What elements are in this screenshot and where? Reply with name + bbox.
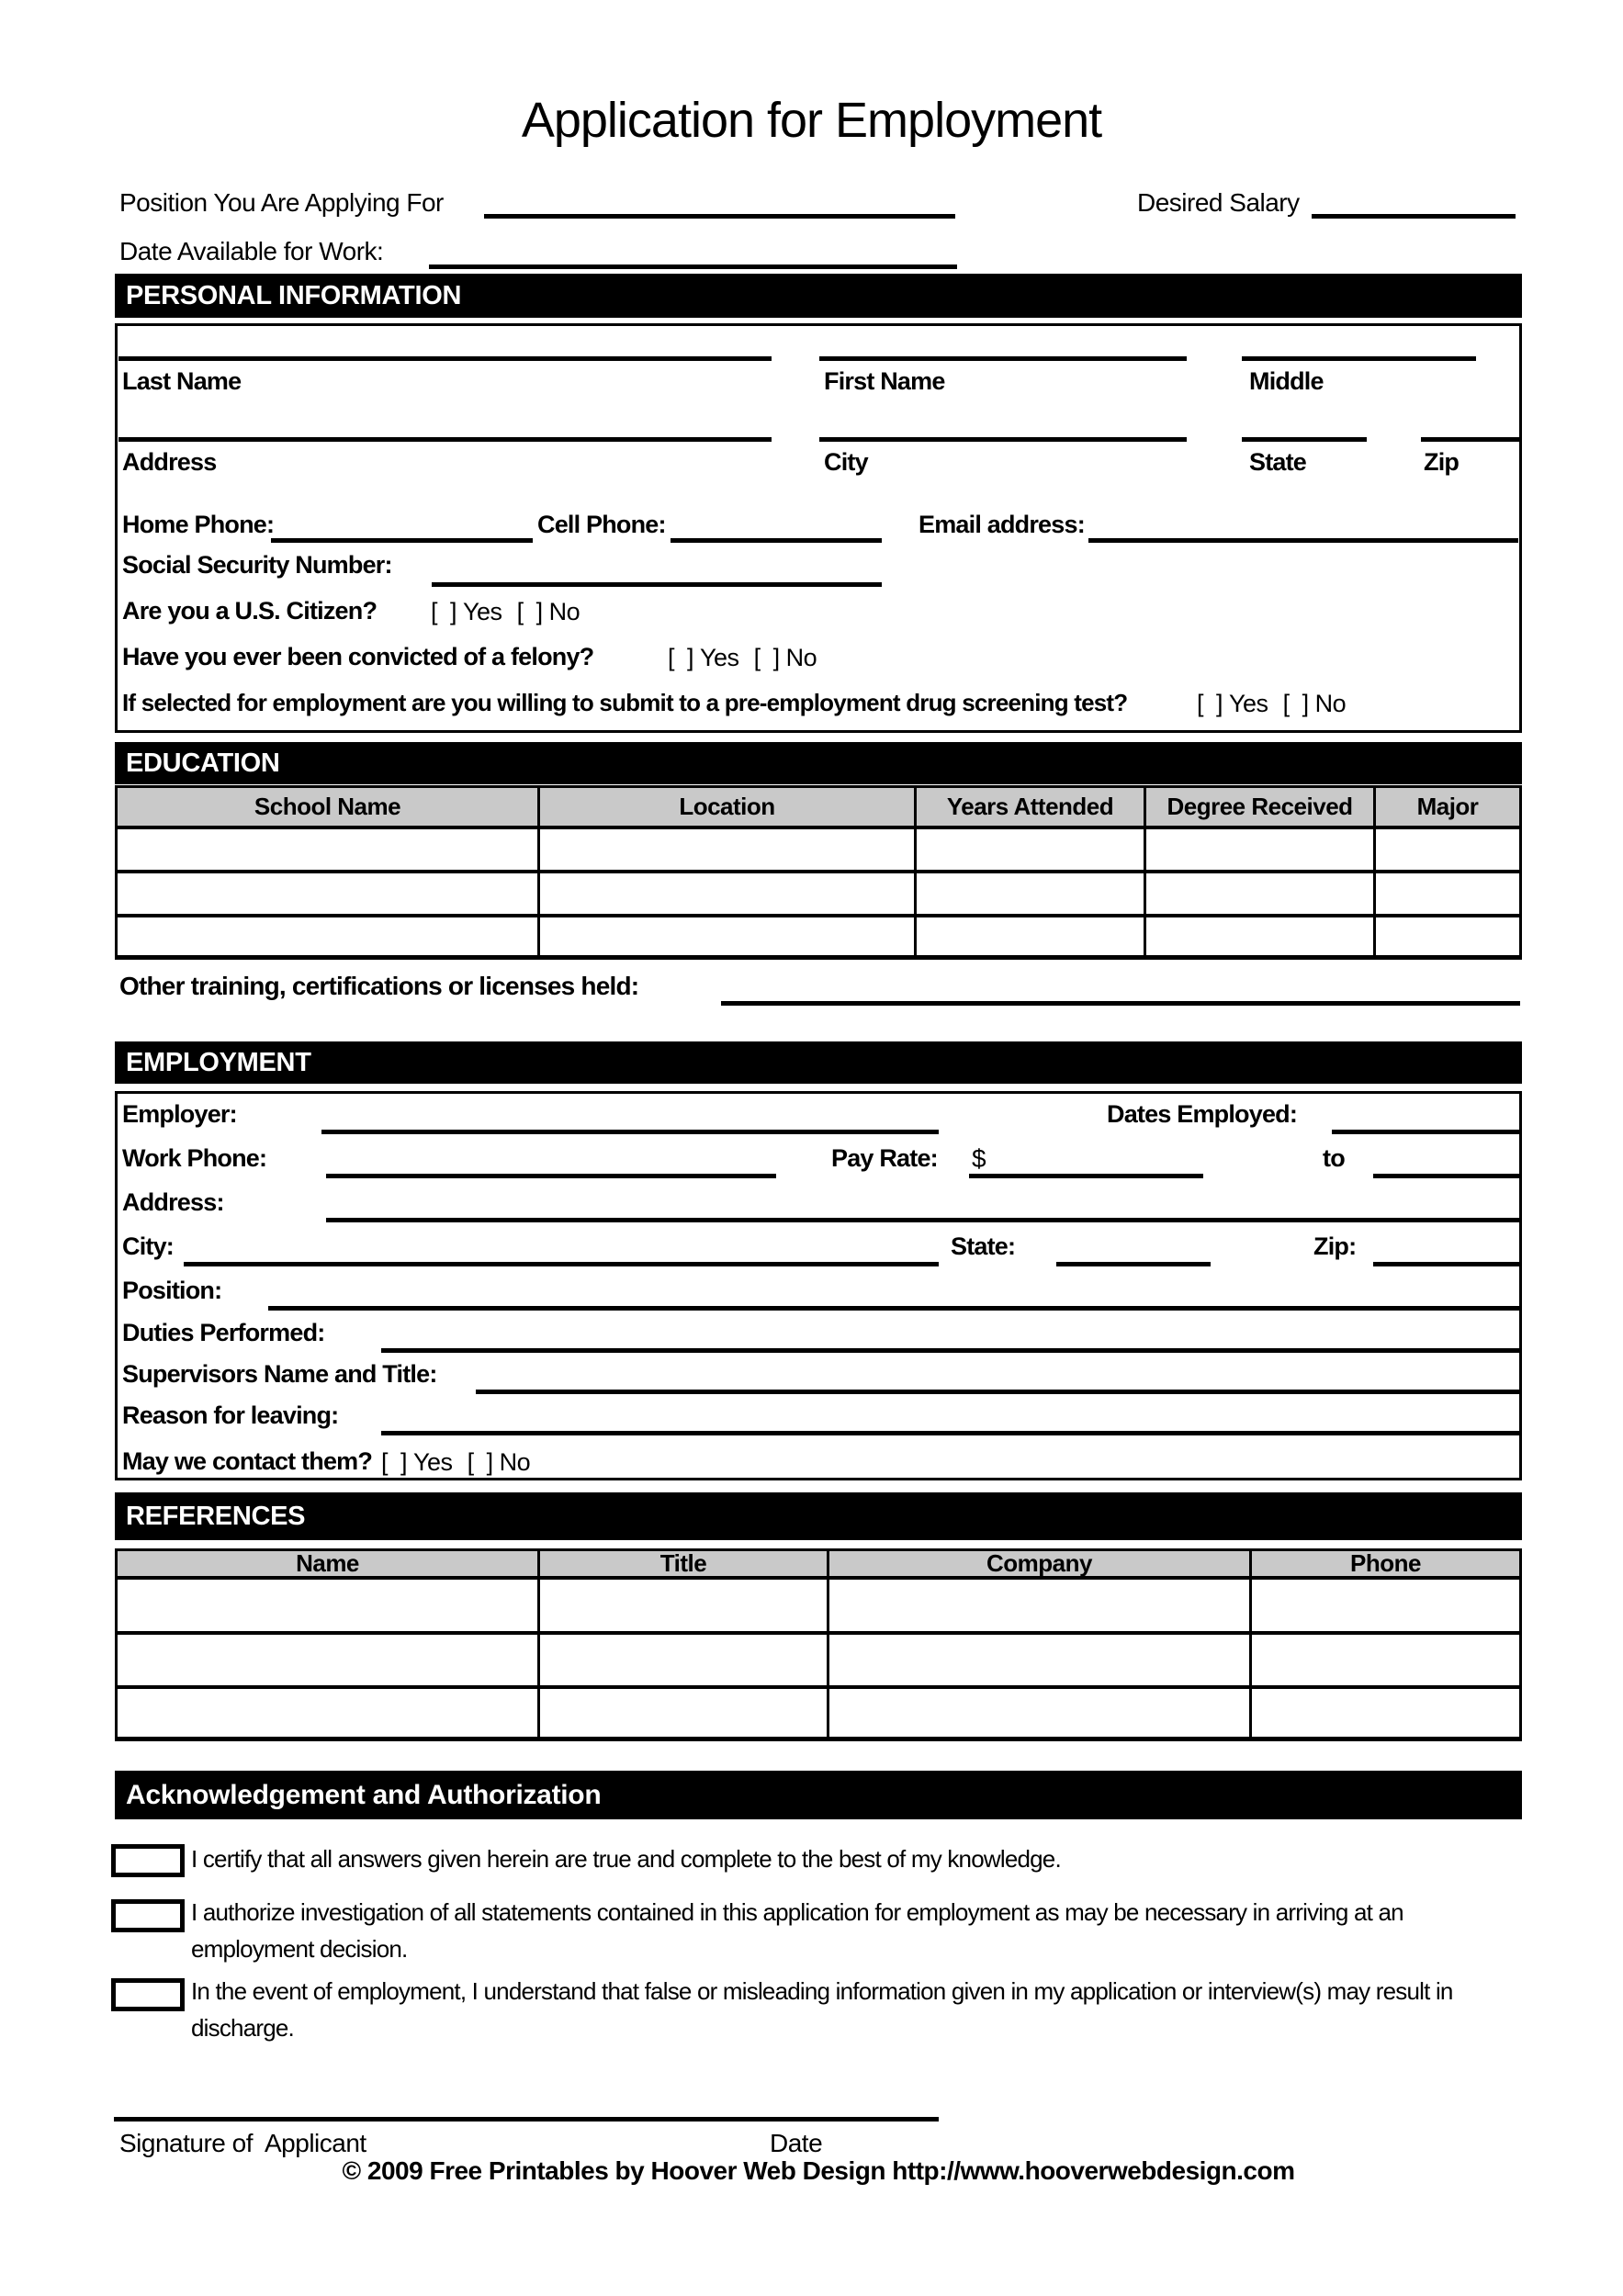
supervisor-line[interactable] bbox=[476, 1390, 1520, 1394]
date-label: Date bbox=[770, 2129, 823, 2157]
references-header-title: Title bbox=[540, 1551, 829, 1580]
address-line[interactable] bbox=[118, 437, 772, 442]
employer-address-label: Address: bbox=[122, 1188, 224, 1216]
education-header-major: Major bbox=[1376, 788, 1519, 829]
first-name-label: First Name bbox=[824, 367, 945, 395]
reason-leaving-line[interactable] bbox=[381, 1431, 1520, 1435]
education-cell[interactable] bbox=[917, 873, 1146, 917]
copyright-footer: © 2009 Free Printables by Hoover Web Design http://www.hooverwebdesign.com bbox=[342, 2156, 1295, 2185]
citizen-yes-checkbox[interactable]: [ ] bbox=[431, 598, 457, 625]
education-cell[interactable] bbox=[1376, 829, 1519, 873]
home-phone-label: Home Phone: bbox=[122, 511, 275, 538]
drug-test-no-checkbox[interactable]: [ ] bbox=[1282, 690, 1309, 717]
reference-cell[interactable] bbox=[540, 1580, 829, 1635]
education-header: EDUCATION bbox=[115, 742, 1522, 784]
reference-cell[interactable] bbox=[829, 1580, 1252, 1635]
email-label: Email address: bbox=[919, 511, 1085, 538]
no-label: No bbox=[785, 644, 817, 671]
employment-header: EMPLOYMENT bbox=[115, 1041, 1522, 1084]
pay-rate-to-label: to bbox=[1323, 1144, 1345, 1172]
reference-cell[interactable] bbox=[1252, 1580, 1519, 1635]
pay-rate-line[interactable] bbox=[969, 1174, 1203, 1178]
felony-yes-no-group bbox=[668, 644, 831, 672]
page-title: Application for Employment bbox=[521, 93, 1102, 148]
employer-zip-line[interactable] bbox=[1373, 1262, 1520, 1266]
may-we-contact-label: May we contact them? bbox=[122, 1447, 373, 1475]
reference-cell[interactable] bbox=[1252, 1635, 1519, 1689]
work-phone-label: Work Phone: bbox=[122, 1144, 267, 1172]
last-name-label: Last Name bbox=[122, 367, 242, 395]
references-header-phone: Phone bbox=[1252, 1551, 1519, 1580]
citizen-yes-no-group bbox=[431, 598, 594, 626]
employer-label: Employer: bbox=[122, 1100, 237, 1128]
date-available-label: Date Available for Work: bbox=[119, 237, 384, 265]
education-cell[interactable] bbox=[540, 829, 917, 873]
yes-label: Yes bbox=[700, 644, 739, 671]
acknowledgement-header: Acknowledgement and Authorization bbox=[115, 1771, 1522, 1819]
employer-zip-label: Zip: bbox=[1313, 1232, 1357, 1260]
reference-cell[interactable] bbox=[118, 1635, 540, 1689]
middle-name-label: Middle bbox=[1249, 367, 1324, 395]
no-label: No bbox=[548, 598, 580, 625]
desired-salary-label: Desired Salary bbox=[1137, 188, 1300, 217]
position-applying-line[interactable] bbox=[484, 214, 955, 219]
dates-employed-label: Dates Employed: bbox=[1107, 1100, 1298, 1128]
other-training-label: Other training, certifications or licenses held: bbox=[119, 972, 639, 1000]
personal-information-header: PERSONAL INFORMATION bbox=[115, 274, 1522, 318]
no-label: No bbox=[1314, 690, 1347, 717]
zip-line[interactable] bbox=[1421, 437, 1520, 442]
reference-cell[interactable] bbox=[118, 1689, 540, 1737]
employer-state-line[interactable] bbox=[1056, 1262, 1211, 1266]
education-cell[interactable] bbox=[118, 873, 540, 917]
education-cell[interactable] bbox=[1376, 917, 1519, 955]
references-table bbox=[115, 1548, 1522, 1741]
supervisor-label: Supervisors Name and Title: bbox=[122, 1360, 437, 1388]
yes-label: Yes bbox=[463, 598, 502, 625]
acknowledgement-checkbox-2[interactable] bbox=[111, 1899, 185, 1932]
contact-yes-checkbox[interactable]: [ ] bbox=[381, 1448, 408, 1476]
email-line[interactable] bbox=[1088, 538, 1518, 543]
position-label: Position: bbox=[122, 1277, 222, 1304]
acknowledgement-statement-2: I authorize investigation of all statements contained in this application for employment as may be necessary in arriving at an employment decision. bbox=[191, 1898, 1403, 1963]
references-header-name: Name bbox=[118, 1551, 540, 1580]
reference-cell[interactable] bbox=[829, 1635, 1252, 1689]
zip-label: Zip bbox=[1424, 448, 1460, 476]
duties-performed-line[interactable] bbox=[381, 1348, 1520, 1353]
yes-label: Yes bbox=[413, 1448, 453, 1476]
education-cell[interactable] bbox=[1146, 873, 1376, 917]
employer-line[interactable] bbox=[321, 1130, 939, 1134]
address-label: Address bbox=[122, 448, 217, 476]
citizen-question-label: Are you a U.S. Citizen? bbox=[122, 597, 378, 625]
education-cell[interactable] bbox=[1376, 873, 1519, 917]
education-table bbox=[115, 785, 1522, 960]
education-cell[interactable] bbox=[540, 873, 917, 917]
work-phone-line[interactable] bbox=[326, 1174, 776, 1178]
acknowledgement-checkbox-1[interactable] bbox=[111, 1844, 185, 1877]
cell-phone-label: Cell Phone: bbox=[537, 511, 666, 538]
last-name-line[interactable] bbox=[118, 356, 772, 361]
first-name-line[interactable] bbox=[819, 356, 1187, 361]
education-header-location: Location bbox=[540, 788, 917, 829]
employer-state-label: State: bbox=[951, 1232, 1016, 1260]
drug-test-yes-checkbox[interactable]: [ ] bbox=[1197, 690, 1223, 717]
cell-phone-line[interactable] bbox=[671, 538, 882, 543]
education-cell[interactable] bbox=[118, 917, 540, 955]
reference-cell[interactable] bbox=[540, 1689, 829, 1737]
state-line[interactable] bbox=[1242, 437, 1367, 442]
signature-of-applicant-label: Signature of Applicant bbox=[119, 2129, 366, 2157]
currency-symbol: $ bbox=[972, 1144, 986, 1173]
acknowledgement-statement-3: In the event of employment, I understand that false or misleading information given in my application or interview(s) may result in discharge. bbox=[191, 1977, 1453, 2042]
city-label: City bbox=[824, 448, 868, 476]
ssn-label: Social Security Number: bbox=[122, 551, 392, 579]
reason-leaving-label: Reason for leaving: bbox=[122, 1401, 339, 1429]
references-header-company: Company bbox=[829, 1551, 1252, 1580]
city-line[interactable] bbox=[819, 437, 1187, 442]
duties-performed-label: Duties Performed: bbox=[122, 1319, 325, 1346]
contact-no-checkbox[interactable]: [ ] bbox=[467, 1448, 493, 1476]
references-header: REFERENCES bbox=[115, 1492, 1522, 1540]
date-available-line[interactable] bbox=[429, 264, 957, 269]
home-phone-line[interactable] bbox=[271, 538, 533, 543]
reference-cell[interactable] bbox=[540, 1635, 829, 1689]
employer-city-line[interactable] bbox=[184, 1262, 939, 1266]
other-training-line[interactable] bbox=[721, 1001, 1520, 1006]
position-line[interactable] bbox=[268, 1306, 1520, 1311]
education-cell[interactable] bbox=[917, 917, 1146, 955]
education-header-school: School Name bbox=[118, 788, 540, 829]
signature-line[interactable] bbox=[114, 2117, 939, 2122]
acknowledgement-statement-1: I certify that all answers given herein are true and complete to the best of my knowledge. bbox=[191, 1845, 1061, 1873]
yes-label: Yes bbox=[1229, 690, 1268, 717]
acknowledgement-checkbox-3[interactable] bbox=[111, 1978, 185, 2011]
pay-rate-label: Pay Rate: bbox=[831, 1144, 938, 1172]
education-header-degree: Degree Received bbox=[1146, 788, 1376, 829]
ssn-line[interactable] bbox=[432, 582, 882, 587]
employer-city-label: City: bbox=[122, 1232, 174, 1260]
position-applying-label: Position You Are Applying For bbox=[119, 188, 444, 217]
felony-yes-checkbox[interactable]: [ ] bbox=[668, 644, 694, 671]
state-label: State bbox=[1249, 448, 1307, 476]
pay-rate-to-line[interactable] bbox=[1373, 1174, 1520, 1178]
reference-cell[interactable] bbox=[829, 1689, 1252, 1737]
education-cell[interactable] bbox=[1146, 917, 1376, 955]
contact-yes-no-group bbox=[381, 1448, 545, 1477]
felony-no-checkbox[interactable]: [ ] bbox=[753, 644, 780, 671]
drug-test-yes-no-group bbox=[1197, 690, 1360, 718]
middle-name-line[interactable] bbox=[1242, 356, 1476, 361]
reference-cell[interactable] bbox=[118, 1580, 540, 1635]
drug-test-question-label: If selected for employment are you willing to submit to a pre-employment drug screening test? bbox=[122, 689, 1128, 716]
citizen-no-checkbox[interactable]: [ ] bbox=[516, 598, 543, 625]
education-cell[interactable] bbox=[1146, 829, 1376, 873]
dates-employed-from-line[interactable] bbox=[1332, 1130, 1520, 1134]
education-cell[interactable] bbox=[540, 917, 917, 955]
employer-address-line[interactable] bbox=[326, 1218, 1520, 1222]
desired-salary-line[interactable] bbox=[1312, 214, 1516, 219]
education-cell[interactable] bbox=[917, 829, 1146, 873]
reference-cell[interactable] bbox=[1252, 1689, 1519, 1737]
education-header-years: Years Attended bbox=[917, 788, 1146, 829]
felony-question-label: Have you ever been convicted of a felony? bbox=[122, 643, 594, 670]
education-cell[interactable] bbox=[118, 829, 540, 873]
no-label: No bbox=[499, 1448, 531, 1476]
